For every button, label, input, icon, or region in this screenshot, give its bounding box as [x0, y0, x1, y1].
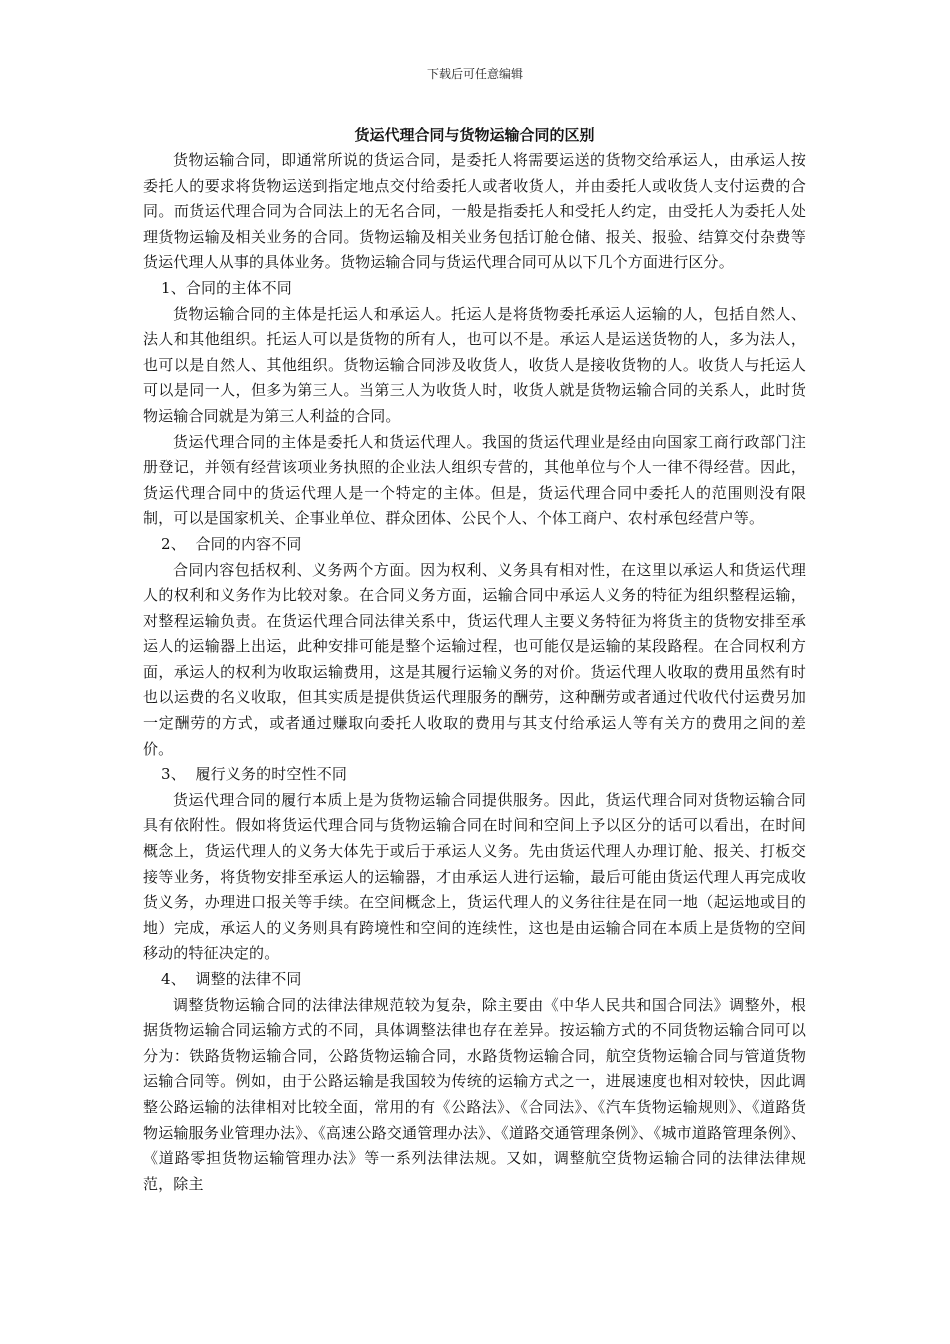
section-heading-4 — [143, 967, 806, 993]
section-title: 调整的法律不同 — [195, 970, 302, 988]
section-heading-3 — [143, 762, 806, 788]
page-header-note: 下载后可任意编辑 — [426, 67, 523, 81]
section-heading-2 — [143, 532, 806, 558]
section-number: 1、 — [161, 278, 186, 297]
section-1-paragraph-2: 货运代理合同的主体是委托人和货运代理人。我国的货运代理业是经由向国家工商行政部门注册登记，并领有经营该项业务执照的企业法人组织专营的，其他单位与个人一律不得经营。因此，货运代理合同中的货运代理人是一个特定的主体。但是，货运代理合同中委托人的范围则没有限制，可以是国家机关、企事业单位、群众团体、公民个人、个体工商户、农村承包经营户等。 — [143, 432, 806, 528]
section-number: 3、 — [161, 765, 186, 784]
intro-paragraph: 货物运输合同，即通常所说的货运合同，是委托人将需要运送的货物交给承运人，由承运人按委托人的要求将货物运送到指定地点交付给委托人或者收货人，并由委托人或收货人支付运费的合同。而货运代理合同为合同法上的无名合同，一般是指委托人和受托人约定，由受托人为委托人处理货物运输及相关业务的合同。货物运输及相关业务包括订舱仓储、报关、报验、结算交付杂费等货运代理人从事的具体业务。货物运输合同与货运代理合同可从以下几个方面进行区分。 — [143, 151, 806, 272]
section-title: 履行义务的时空性不同 — [195, 765, 348, 784]
section-4-paragraph-1: 调整货物运输合同的法律法律规范较为复杂，除主要由《中华人民共和国合同法》调整外，根据货物运输合同运输方式的不同，具体调整法律也存在差异。按运输方式的不同货物运输合同可以分为：铁路货物运输合同，公路货物运输合同，水路货物运输合同，航空货物运输合同与管道货物运输合同等。例如，由于公路运输是我国较为传统的运输方式之一，进展速度也相对较快，因此调整公路运输的法律相对比较全面，常用的有《公路法》、《合同法》、《汽车货物运输规则》、《道路货物运输服务业管理办法》、《高速公路交通管理办法》、《道路交通管理条例》、《城市道路管理条例》、《道路零担货物运输管理办法》等一系列法律法规。又如，调整航空货物运输合同的法律法律规范，除主 — [143, 995, 806, 1193]
section-number: 2、 — [161, 534, 186, 553]
document-title: 货运代理合同与货物运输合同的区别 — [354, 126, 595, 144]
section-2-paragraph-1: 合同内容包括权利、义务两个方面。因为权利、义务具有相对性，在这里以承运人和货运代理人的权利和义务作为比较对象。在合同义务方面，运输合同中承运人义务的特征为组织整程运输，对整程运输负责。在货运代理合同法律关系中，货运代理人主要义务特征为将货主的货物安排至承运人的运输器上出运，此种安排可能是整个运输过程，也可能仅是运输的某段路程。在合同权利方面，承运人的权利为收取运输费用，这是其履行运输义务的对价。货运代理人收取的费用虽然有时也以运费的名义收取，但其实质是提供货运代理服务的酬劳，这种酬劳或者通过代收代付运费另加一定酬劳的方式，或者通过赚取向委托人收取的费用与其支付给承运人等有关方的费用之间的差价。 — [143, 560, 806, 758]
section-title: 合同的主体不同 — [185, 278, 292, 297]
document-body — [143, 122, 806, 1197]
section-title: 合同的内容不同 — [195, 534, 302, 553]
section-number: 4、 — [161, 970, 186, 988]
section-3-paragraph-1: 货运代理合同的履行本质上是为货物运输合同提供服务。因此，货运代理合同对货物运输合同具有依附性。假如将货运代理合同与货物运输合同在时间和空间上予以区分的话可以看出，在时间概念上，货运代理人的义务大体先于或后于承运人义务。先由货运代理人办理订舱、报关、打板交接等业务，将货物安排至承运人的运输器，才由承运人进行运输，最后可能由货运代理人再完成收货义务，办理进口报关等手续。在空间概念上，货运代理人的义务往往是在同一地（起运地或目的地）完成，承运人的义务则具有跨境性和空间的连续性，这也是由运输合同在本质上是货物的空间移动的特征决定的。 — [143, 790, 806, 963]
section-1-paragraph-1: 货物运输合同的主体是托运人和承运人。托运人是将货物委托承运人运输的人，包括自然人、法人和其他组织。托运人可以是货物的所有人，也可以不是。承运人是运送货物的人，多为法人，也可以是自然人、其他组织。货物运输合同涉及收货人，收货人是接收货物的人。收货人与托运人可以是同一人，但多为第三人。当第三人为收货人时，收货人就是货物运输合同的关系人，此时货物运输合同就是为第三人利益的合同。 — [143, 304, 806, 425]
section-heading-1 — [143, 276, 806, 302]
